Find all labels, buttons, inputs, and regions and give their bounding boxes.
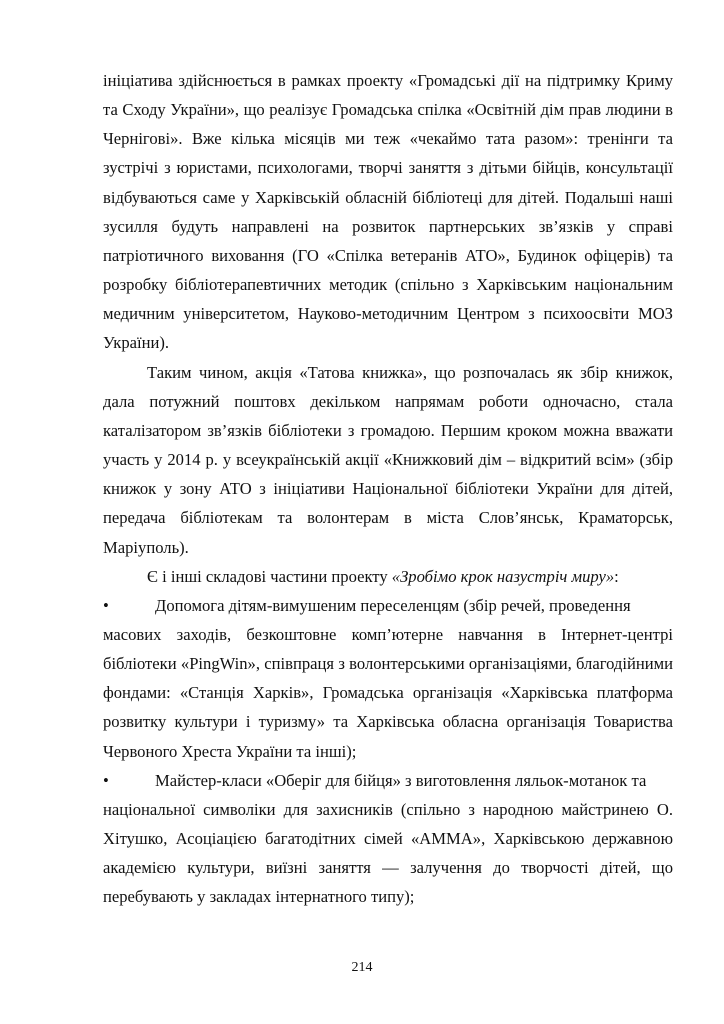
project-parts-prefix: Є і інші складові частини проекту bbox=[147, 566, 392, 586]
bullet-text: національної символіки для захисників (спільно з народною майстринею О. Хітушко, Асоціацією багатодітних сімей «АММА», Харківською державною академією культури, виїзні заняття — залучення до творчості дітей, що перебувають у закладах інтернатного типу); bbox=[103, 799, 673, 907]
bullet-text: масових заходів, безкоштовне комп’ютерне навчання в Інтернет-центрі бібліотеки «PingWin», співпраця з волонтерськими організаціями, благодійними фондами: «Станція Харків», Громадська організація «Харківська платформа розвитку культури і туризму» та Харківська обласна організація Товариства Червоного Хреста України та інші); bbox=[103, 624, 673, 761]
bullet-first-line: Допомога дітям-вимушеним переселенцям (збір речей, проведення bbox=[155, 595, 631, 615]
body-text bbox=[103, 66, 673, 912]
bullet-mark: • bbox=[103, 770, 109, 790]
paragraph-project-parts bbox=[103, 562, 673, 591]
bullet-mark: • bbox=[103, 595, 109, 615]
page-number: 214 bbox=[351, 960, 373, 975]
paragraph-continuation: ініціатива здійснюється в рамках проекту «Громадські дії на підтримку Криму та Сходу України», що реалізує Громадська спілка «Освітній дім прав людини в Чернігові». Вже кілька місяців ми теж «чекаймо тата разом»: тренінги та зустрічі з юристами, психологами, творчі заняття з дітьми бійців, консультації відбуваються саме у Харківській обласній бібліотеці для дітей. Подальші наші зусилля будуть направлені на розвиток партнерських зв’язків у справі патріотичного виховання (ГО «Спілка ветеранів АТО», Будинок офіцерів) та розробку бібліотерапевтичних методик (спільно з Харківським національним медичним університетом, Науково-методичним Центром з психоосвіти МОЗ України). bbox=[103, 71, 673, 353]
bullet-item bbox=[103, 591, 673, 766]
project-name: «Зробімо крок назустріч миру» bbox=[391, 566, 615, 586]
project-parts-colon: : bbox=[614, 566, 619, 586]
paragraph-summary: Таким чином, акція «Татова книжка», що розпочалась як збір книжок, дала потужний поштовх декільком напрямам роботи одночасно, стала каталізатором зв’язків бібліотеки з громадою. Першим кроком можна вважати участь у 2014 р. у всеукраїнській акції «Книжковий дім – відкритий всім» (збір книжок у зону АТО з ініціативи Національної бібліотеки України для дітей, передача бібліотекам та волонтерам в міста Слов’янськ, Краматорськ, Маріуполь). bbox=[103, 362, 673, 557]
bullet-item bbox=[103, 766, 673, 912]
bullet-first-line: Майстер-класи «Оберіг для бійця» з виготовлення ляльок-мотанок та bbox=[155, 770, 647, 790]
